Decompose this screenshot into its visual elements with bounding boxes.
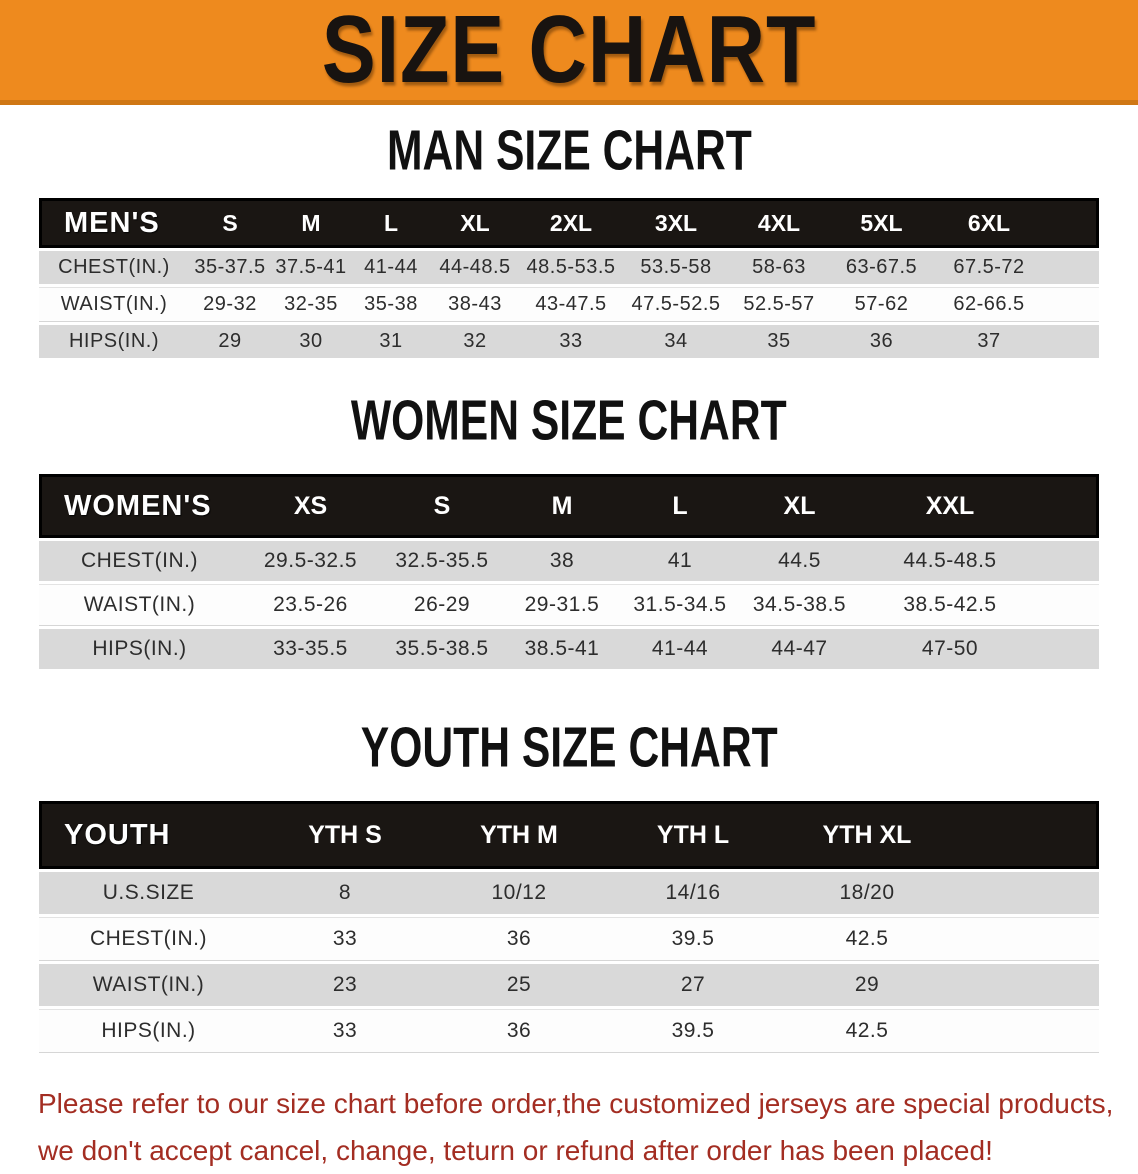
- cell: 39.5: [606, 1009, 780, 1053]
- table-header-row: [39, 198, 1099, 248]
- cell: 67.5-72: [953, 256, 1025, 278]
- cell: 44-48.5: [439, 256, 511, 278]
- cell: 58-63: [752, 256, 806, 278]
- table-row: [39, 541, 1099, 581]
- cell: 32-35: [271, 287, 351, 322]
- cell: 29: [854, 973, 880, 996]
- cell: 38-43: [431, 287, 519, 322]
- column-header: 4XL: [729, 198, 829, 248]
- cell: 41: [667, 549, 693, 572]
- cell: 27: [680, 973, 706, 996]
- cell: 36: [869, 330, 894, 352]
- cell: 26-29: [381, 584, 503, 626]
- cell: 29: [218, 330, 242, 352]
- table-row: [39, 251, 1099, 284]
- cell: 44.5-48.5: [903, 549, 997, 572]
- women-size-section: [0, 389, 1138, 672]
- column-header: S: [189, 198, 271, 248]
- cell: 31.5-34.5: [621, 584, 739, 626]
- banner: [0, 0, 1138, 105]
- cell: 32: [463, 330, 487, 352]
- cell: 23: [332, 973, 358, 996]
- cell: 34: [664, 330, 688, 352]
- cell: 37.5-41: [275, 256, 347, 278]
- cell: 23.5-26: [240, 584, 381, 626]
- cell: 48.5-53.5: [526, 256, 616, 278]
- row-label: HIPS(IN.): [68, 330, 160, 352]
- cell: 25: [506, 973, 532, 996]
- column-header: 5XL: [829, 198, 934, 248]
- cell: 42.5: [780, 1009, 954, 1053]
- column-header: YTH S: [258, 801, 432, 869]
- row-label: WAIST(IN.): [39, 287, 189, 322]
- cell: 33: [258, 917, 432, 961]
- cell: 41-44: [651, 637, 709, 660]
- row-label: WAIST(IN.): [39, 584, 240, 626]
- order-notice-line-2: we don't accept cancel, change, teturn or refund after order has been placed!: [38, 1135, 993, 1166]
- table-row: [39, 325, 1099, 358]
- cell: 63-67.5: [845, 256, 918, 278]
- column-header: S: [381, 474, 503, 538]
- youth-size-table: [39, 798, 1099, 1056]
- cell: 35-38: [351, 287, 431, 322]
- cell: 36: [432, 1009, 606, 1053]
- women-size-heading: [0, 389, 1138, 453]
- filler-cell: [954, 1009, 1099, 1053]
- cell: 35: [767, 330, 791, 352]
- order-notice: [0, 1080, 1138, 1174]
- table-header-row: [39, 801, 1099, 869]
- cell: 38.5-42.5: [860, 584, 1040, 626]
- cell: 36: [432, 917, 606, 961]
- filler-cell: [1040, 474, 1099, 538]
- filler-cell: [1040, 629, 1099, 669]
- table-group-label: MEN'S: [39, 198, 189, 248]
- column-header: 3XL: [623, 198, 729, 248]
- cell: 30: [299, 330, 323, 352]
- table-group-label: YOUTH: [39, 801, 258, 869]
- table-row: [39, 287, 1099, 322]
- cell: 47-50: [921, 637, 979, 660]
- column-header: M: [503, 474, 621, 538]
- table-row: [39, 964, 1099, 1006]
- cell: 35.5-38.5: [395, 637, 489, 660]
- cell: 53.5-58: [640, 256, 712, 278]
- column-header: YTH L: [606, 801, 780, 869]
- cell: 52.5-57: [729, 287, 829, 322]
- youth-size-heading-text: YOUTH SIZE CHART: [360, 716, 778, 780]
- table-row: [39, 917, 1099, 961]
- column-header: L: [621, 474, 739, 538]
- men-size-table: [39, 195, 1099, 361]
- cell: 39.5: [606, 917, 780, 961]
- column-header: 6XL: [934, 198, 1044, 248]
- cell: 34.5-38.5: [739, 584, 860, 626]
- man-size-heading-text: MAN SIZE CHART: [386, 119, 752, 183]
- column-header: YTH XL: [780, 801, 954, 869]
- filler-cell: [1044, 325, 1099, 358]
- table-row: [39, 629, 1099, 669]
- cell: 18/20: [839, 881, 895, 904]
- man-size-heading: [0, 119, 1138, 183]
- women-size-table: [39, 471, 1099, 672]
- column-header: XL: [739, 474, 860, 538]
- column-header: XL: [431, 198, 519, 248]
- table-row: [39, 1009, 1099, 1053]
- filler-cell: [954, 872, 1099, 914]
- cell: 42.5: [780, 917, 954, 961]
- cell: 44.5: [778, 549, 821, 572]
- cell: 33-35.5: [273, 637, 348, 660]
- cell: 35-37.5: [194, 256, 266, 278]
- filler-cell: [1040, 541, 1099, 581]
- column-header: YTH M: [432, 801, 606, 869]
- cell: 41-44: [364, 256, 418, 278]
- youth-size-heading: [0, 716, 1138, 780]
- cell: 10/12: [491, 881, 547, 904]
- cell: 29-31.5: [503, 584, 621, 626]
- table-row: [39, 872, 1099, 914]
- row-label: HIPS(IN.): [39, 1009, 258, 1053]
- cell: 47.5-52.5: [623, 287, 729, 322]
- cell: 32.5-35.5: [395, 549, 489, 572]
- row-label: WAIST(IN.): [92, 973, 205, 996]
- column-header: M: [271, 198, 351, 248]
- cell: 44-47: [771, 637, 828, 660]
- filler-cell: [954, 964, 1099, 1006]
- cell: 38.5-41: [524, 637, 600, 660]
- cell: 33: [258, 1009, 432, 1053]
- cell: 29.5-32.5: [263, 549, 358, 572]
- cell: 14/16: [665, 881, 721, 904]
- table-header-row: [39, 474, 1099, 538]
- row-label: U.S.SIZE: [102, 881, 195, 904]
- cell: 8: [338, 881, 352, 904]
- cell: 43-47.5: [519, 287, 623, 322]
- cell: 31: [379, 330, 403, 352]
- cell: 37: [977, 330, 1001, 352]
- page-title: SIZE CHART: [321, 0, 817, 104]
- table-group-label: WOMEN'S: [39, 474, 240, 538]
- cell: 29-32: [189, 287, 271, 322]
- filler-cell: [1040, 584, 1099, 626]
- cell: 57-62: [829, 287, 934, 322]
- women-size-heading-text: WOMEN SIZE CHART: [351, 389, 787, 453]
- man-size-section: [0, 119, 1138, 361]
- youth-size-section: [0, 716, 1138, 1056]
- order-notice-line-1: Please refer to our size chart before order,the customized jerseys are special products,: [38, 1088, 1114, 1119]
- table-row: [39, 584, 1099, 626]
- filler-cell: [954, 917, 1099, 961]
- column-header: L: [351, 198, 431, 248]
- cell: 62-66.5: [934, 287, 1044, 322]
- column-header: XXL: [860, 474, 1040, 538]
- row-label: CHEST(IN.): [58, 256, 170, 278]
- filler-cell: [1044, 287, 1099, 322]
- row-label: CHEST(IN.): [81, 549, 198, 572]
- cell: 33: [559, 330, 583, 352]
- row-label: CHEST(IN.): [39, 917, 258, 961]
- column-header: 2XL: [519, 198, 623, 248]
- column-header: XS: [240, 474, 381, 538]
- row-label: HIPS(IN.): [92, 637, 187, 660]
- filler-cell: [1044, 198, 1099, 248]
- filler-cell: [954, 801, 1099, 869]
- filler-cell: [1044, 251, 1099, 284]
- cell: 38: [549, 549, 575, 572]
